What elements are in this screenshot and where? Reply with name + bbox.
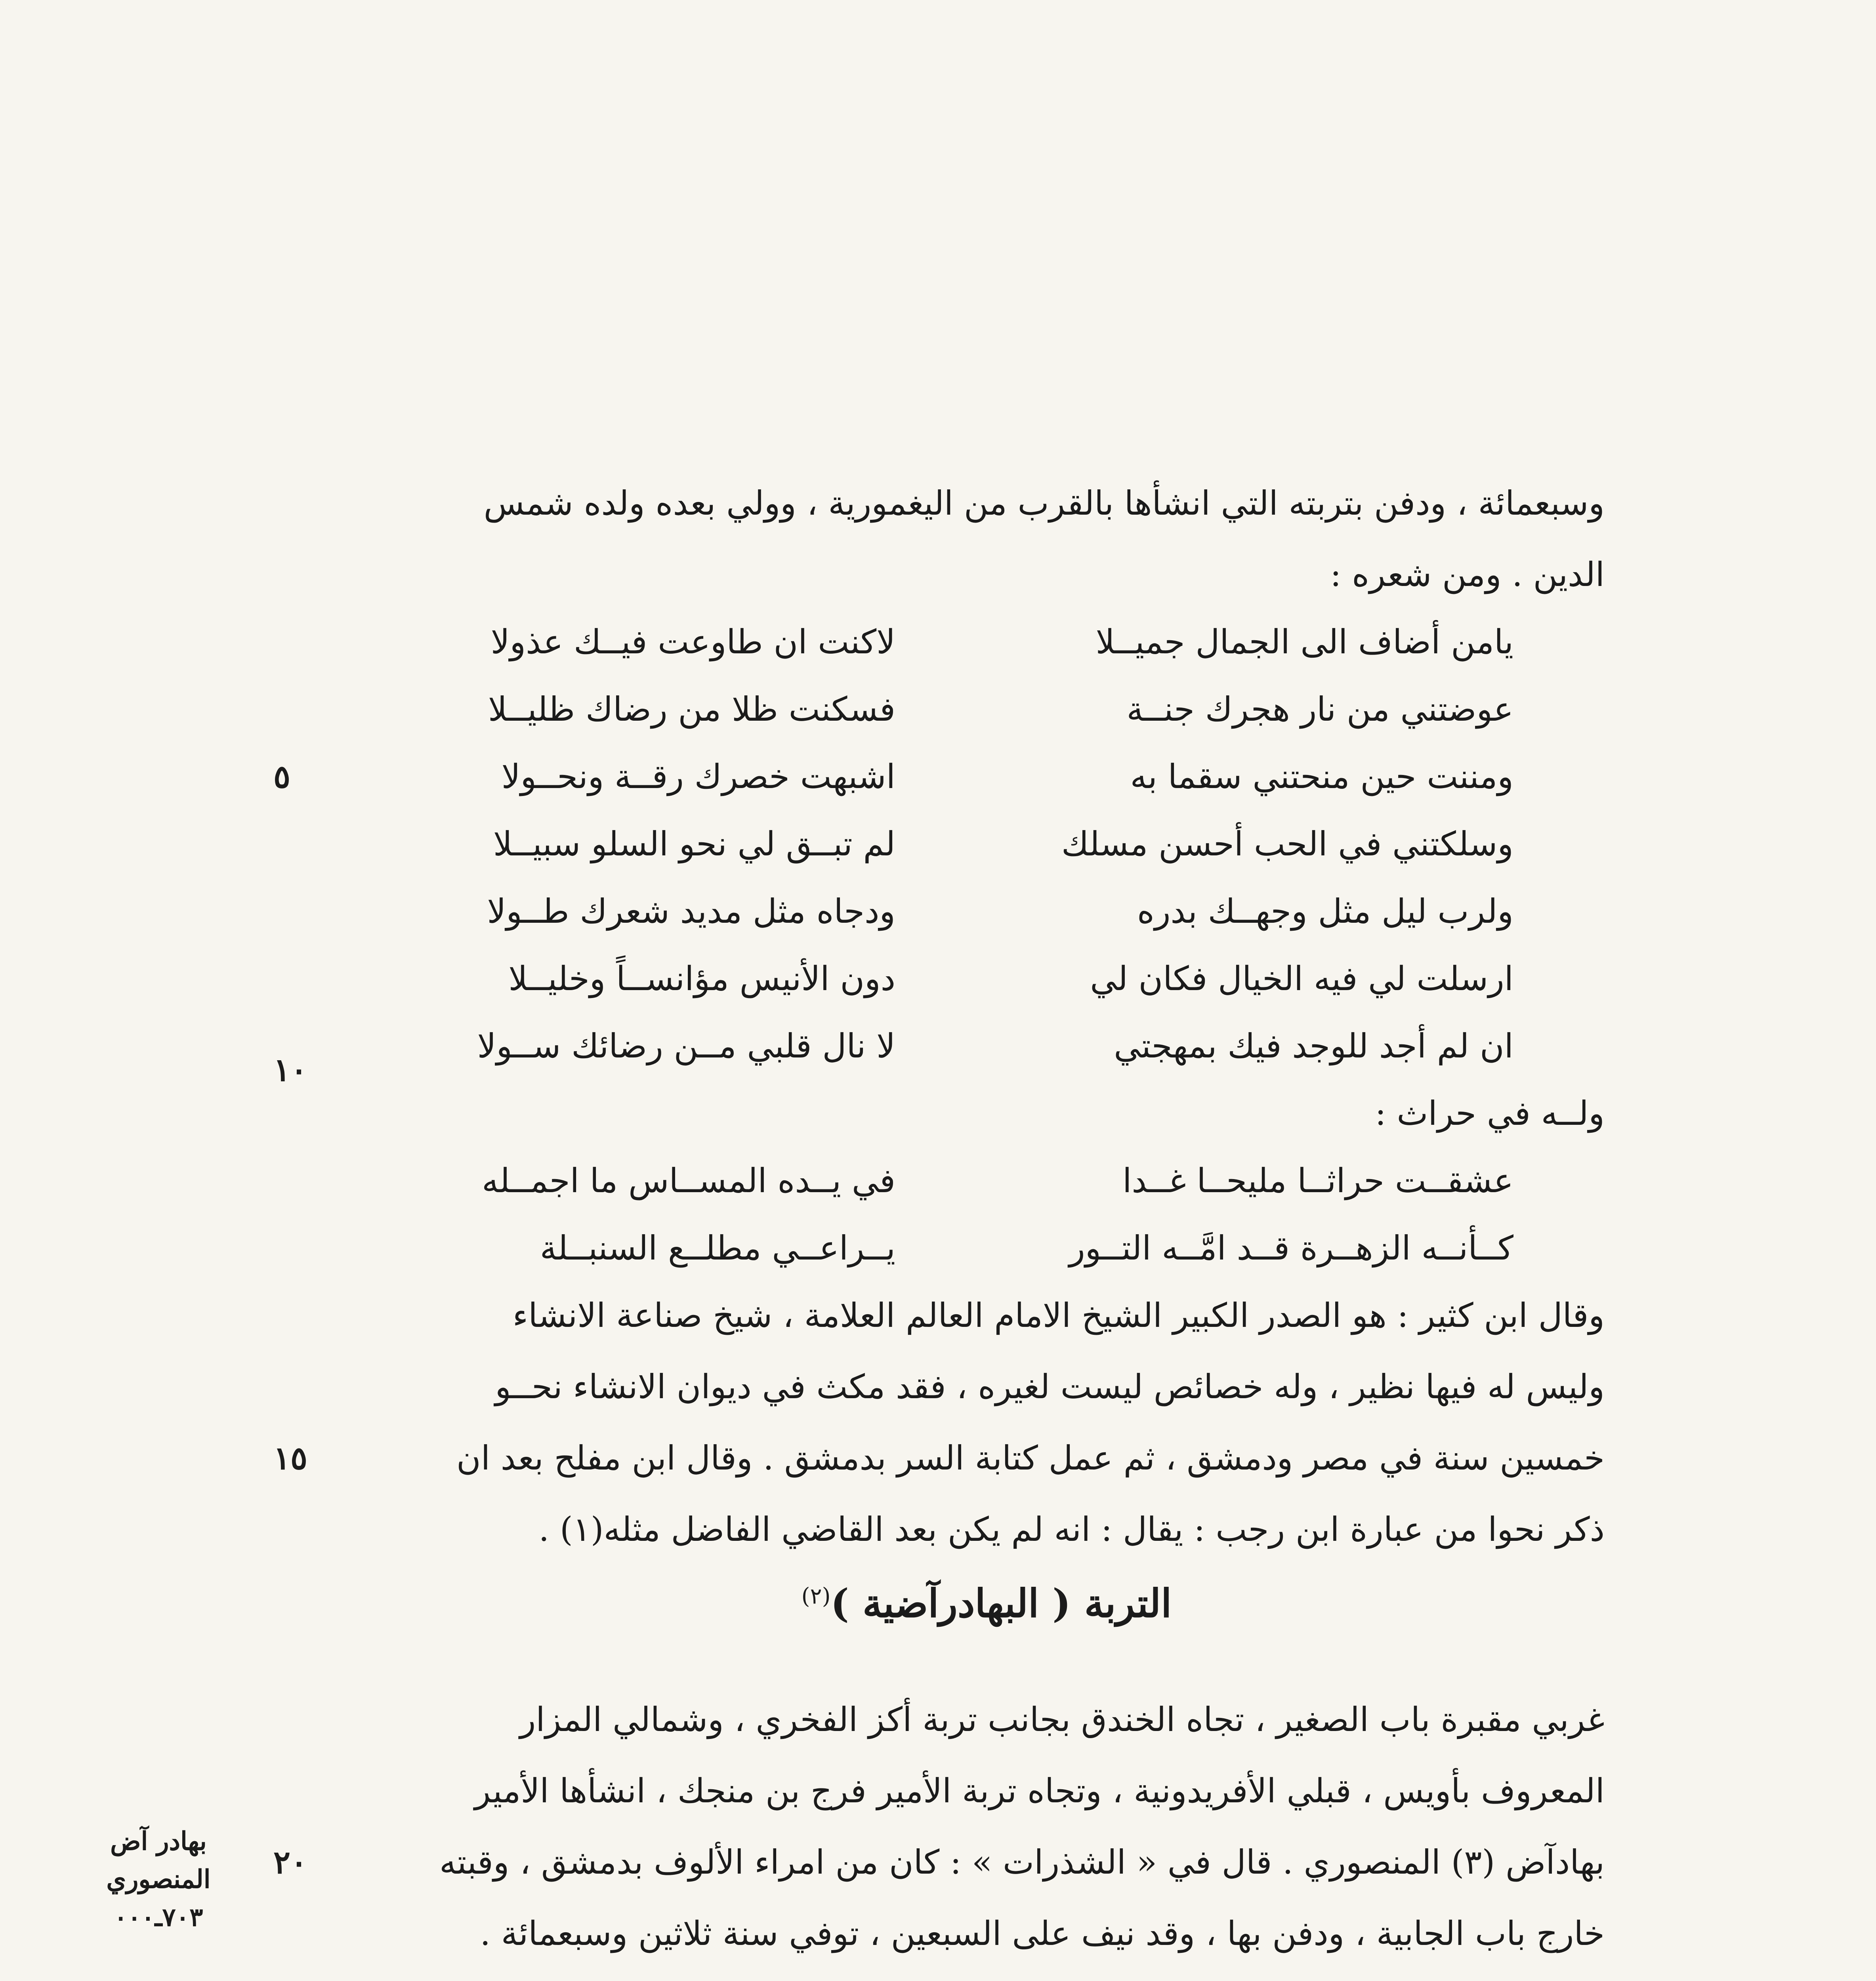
text-line: وليس له فيها نظير ، وله خصائص ليست لغيره ، فقد مكث في ديوان الانشاء نحــو bbox=[495, 1367, 1605, 1406]
text-line: خمسين سنة في مصر ودمشق ، ثم عمل كتابة السر بدمشق . وقال ابن مفلح بعد ان bbox=[456, 1439, 1605, 1477]
margin-note-line: ٧٠٣ـ٠٠٠ bbox=[114, 1903, 203, 1932]
section-heading bbox=[368, 1581, 1605, 1626]
poem-verse bbox=[368, 876, 1605, 947]
line-number: ٢٠ bbox=[273, 1844, 307, 1881]
text-line: وقال ابن كثير : هو الصدر الكبير الشيخ الامام العالم العلامة ، شيخ صناعة الانشاء bbox=[512, 1296, 1605, 1335]
verse-first-hemistich: عشقــت حراثــا مليحــا غــدا bbox=[1122, 1161, 1513, 1200]
ibn-kathir-paragraph bbox=[368, 1280, 1605, 1565]
poem-verse bbox=[368, 674, 1605, 745]
poem-verse bbox=[368, 1145, 1605, 1216]
text-line: المعروف بأويس ، قبلي الأفريدونية ، وتجاه تربة الأمير فرج بن منجك ، انشأها الأمير bbox=[474, 1771, 1605, 1810]
text-line: وسبعمائة ، ودفن بتربته التي انشأها بالقرب من اليغمورية ، وولي بعده ولده شمس bbox=[483, 484, 1605, 523]
line-number: ١٠ bbox=[273, 1051, 307, 1088]
text-line: خارج باب الجابية ، ودفن بها ، وقد نيف على السبعين ، توفي سنة ثلاثين وسبعمائة . bbox=[480, 1914, 1605, 1953]
verse-first-hemistich: ان لم أجد للوجد فيك بمهجتي bbox=[1114, 1027, 1513, 1065]
verse-second-hemistich: لاكنت ان طاوعت فيــك عذولا bbox=[490, 622, 895, 661]
text-line: الدين . ومن شعره : bbox=[1330, 555, 1605, 594]
verse-first-hemistich: ولرب ليل مثل وجهــك بدره bbox=[1137, 892, 1513, 931]
verse-second-hemistich: اشبهت خصرك رقــة ونحــولا bbox=[501, 757, 895, 796]
verse-second-hemistich: يــراعــي مطلــع السنبــلة bbox=[540, 1229, 895, 1267]
section-heading-footnote-ref: (٢) bbox=[801, 1583, 831, 1609]
text-line: ولــه في حراث : bbox=[1375, 1094, 1605, 1133]
poem-verse bbox=[368, 741, 1605, 812]
verse-second-hemistich: لا نال قلبي مــن رضائك ســولا bbox=[477, 1027, 895, 1065]
poem-verse bbox=[368, 606, 1605, 678]
top-paragraph bbox=[368, 468, 1605, 610]
verse-first-hemistich: كــأنــه الزهــرة قــد امَّــه التــور bbox=[1069, 1229, 1513, 1267]
verse-second-hemistich: دون الأنيس مؤانســاً وخليــلا bbox=[508, 959, 895, 998]
margin-note-line: بهادر آض bbox=[110, 1826, 207, 1856]
text-line: غربي مقبرة باب الصغير ، تجاه الخندق بجانب تربة أكز الفخري ، وشمالي المزار bbox=[519, 1700, 1605, 1739]
verse-second-hemistich: ودجاه مثل مديد شعرك طــولا bbox=[487, 892, 895, 931]
line-number: ٥ bbox=[273, 758, 290, 795]
poem-verse bbox=[368, 1010, 1605, 1082]
verse-second-hemistich: لم تبــق لي نحو السلو سبيــلا bbox=[493, 824, 895, 863]
line-number: ١٥ bbox=[273, 1439, 307, 1477]
section-heading-text: التربة ( البهادرآضية ) bbox=[830, 1581, 1172, 1626]
verse-first-hemistich: عوضتني من نار هجرك جنــة bbox=[1126, 690, 1513, 729]
poem-verse bbox=[368, 943, 1605, 1014]
poem-verse bbox=[368, 808, 1605, 880]
verse-second-hemistich: فسكنت ظلا من رضاك ظليــلا bbox=[488, 690, 895, 729]
margin-note bbox=[75, 1823, 242, 1937]
verse-first-hemistich: وسلكتني في الحب أحسن مسلك bbox=[1061, 824, 1513, 863]
verse-first-hemistich: ارسلت لي فيه الخيال فكان لي bbox=[1090, 959, 1513, 998]
verse-first-hemistich: ومننت حين منحتني سقما به bbox=[1130, 757, 1513, 796]
margin-note-line: المنصوري bbox=[106, 1865, 211, 1894]
poem-verse bbox=[368, 1212, 1605, 1284]
verse-first-hemistich: يامن أضاف الى الجمال جميــلا bbox=[1095, 622, 1513, 661]
text-line: بهادآض (٣) المنصوري . قال في « الشذرات » : كان من امراء الألوف بدمشق ، وقبته bbox=[439, 1843, 1605, 1882]
section-paragraph bbox=[368, 1684, 1605, 1981]
text-line bbox=[368, 1969, 1605, 1981]
text-line: ذكر نحوا من عبارة ابن رجب : يقال : انه لم يكن بعد القاضي الفاضل مثله(١) . bbox=[538, 1510, 1605, 1549]
verse-second-hemistich: في يــده المســاس ما اجمــله bbox=[482, 1161, 895, 1200]
second-poem-intro bbox=[368, 1078, 1605, 1149]
